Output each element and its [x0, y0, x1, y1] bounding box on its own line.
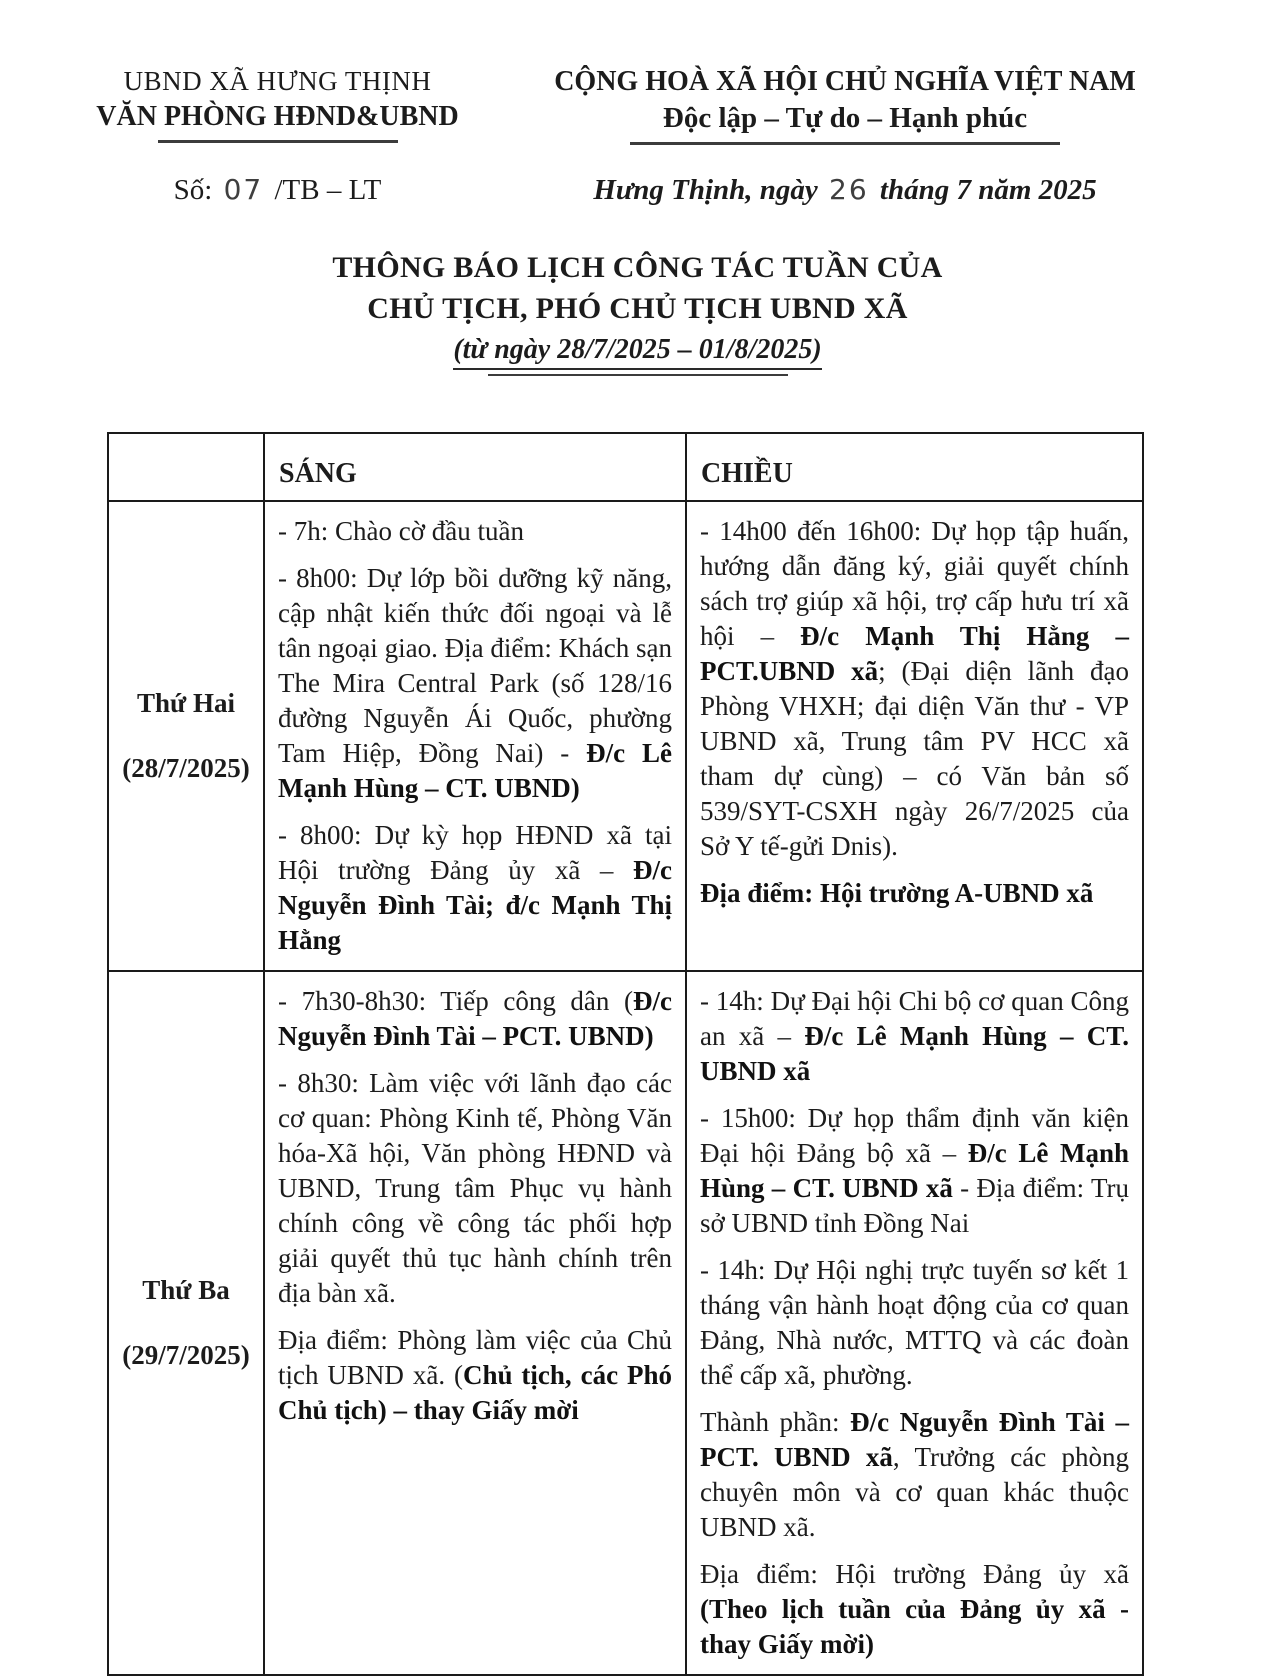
org-office-name: VĂN PHÒNG HĐND&UBND	[96, 101, 459, 132]
date-prefix: Hưng Thịnh, ngày	[593, 174, 818, 206]
monday-afternoon-cell: - 14h00 đến 16h00: Dự họp tập huấn, hướng dẫn đăng ký, giải quyết chính sách trợ giúp xã hội, trợ cấp hưu trí xã hội – Đ/c Mạnh Thị Hằng – PCT.UBND xã; (Đại diện lãnh đạo Phòng VHXH; đại diện Văn thư - VP UBND xã, Trung tâm PV HCC xã tham dự cùng) – có Văn bản số 539/SYT-CSXH ngày 26/7/2025 của Sở Y tế-gửi Dnis). Địa điểm: Hội trường A-UBND xã	[686, 501, 1143, 971]
column-header-morning: SÁNG	[264, 433, 686, 501]
doc-number-handwritten: 07	[223, 173, 264, 206]
title-line-1: THÔNG BÁO LỊCH CÔNG TÁC TUẦN CỦA	[332, 251, 943, 284]
day-name: Thứ Ba	[142, 1275, 230, 1305]
column-header-afternoon: CHIỀU	[686, 433, 1143, 501]
title-date-range: (từ ngày 28/7/2025 – 01/8/2025)	[0, 334, 1275, 366]
date-suffix: tháng 7 năm 2025	[879, 174, 1097, 206]
monday-morning-cell: - 7h: Chào cờ đầu tuần - 8h00: Dự lớp bồi dưỡng kỹ năng, cập nhật kiến thức đối ngoại và lễ tân ngoại giao. Địa điểm: Khách sạn The Mira Central Park (số 128/16 đường Nguyễn Ái Quốc, phường Tam Hiệp, Đồng Nai) - Đ/c Lê Mạnh Hùng – CT. UBND) - 8h00: Dự kỳ họp HĐND xã tại Hội trường Đảng ủy xã – Đ/c Nguyễn Đình Tài; đ/c Mạnh Thị Hằng	[264, 501, 686, 971]
place-date-line	[545, 173, 1145, 207]
national-motto: Độc lập – Tự do – Hạnh phúc	[662, 102, 1028, 134]
schedule-table	[107, 432, 1144, 1676]
motto-underline	[630, 142, 1060, 145]
doc-number-prefix: Số:	[173, 174, 213, 206]
national-motto-block	[545, 66, 1145, 207]
table-header-row	[108, 433, 1143, 501]
doc-number-suffix: /TB – LT	[274, 174, 382, 206]
document-number-line	[85, 173, 470, 207]
table-row-monday	[108, 501, 1143, 971]
title-line-2: CHỦ TỊCH, PHÓ CHỦ TỊCH UBND XÃ	[367, 292, 908, 325]
national-title: CỘNG HOÀ XÃ HỘI CHỦ NGHĨA VIỆT NAM	[554, 66, 1136, 97]
date-day-handwritten: 26	[829, 173, 869, 206]
org-parent-name: UBND XÃ HƯNG THỊNH	[123, 66, 432, 96]
org-underline	[158, 140, 398, 143]
table-row-tuesday	[108, 971, 1143, 1675]
day-cell-monday	[108, 501, 264, 971]
tuesday-morning-cell: - 7h30-8h30: Tiếp công dân (Đ/c Nguyễn Đình Tài – PCT. UBND) - 8h30: Làm việc với lãnh đạo các cơ quan: Phòng Kinh tế, Phòng Văn hóa-Xã hội, Văn phòng HĐND và UBND, Trung tâm Phục vụ hành chính công về công tác phối hợp giải quyết thủ tục hành chính trên địa bàn xã. Địa điểm: Phòng làm việc của Chủ tịch UBND xã. (Chủ tịch, các Phó Chủ tịch) – thay Giấy mời	[264, 971, 686, 1675]
day-name: Thứ Hai	[137, 688, 235, 718]
day-date: (29/7/2025)	[122, 1340, 250, 1370]
issuing-org-block	[85, 66, 470, 207]
tuesday-afternoon-cell: - 14h: Dự Đại hội Chi bộ cơ quan Công an xã – Đ/c Lê Mạnh Hùng – CT. UBND xã - 15h00: Dự họp thẩm định văn kiện Đại hội Đảng bộ xã – Đ/c Lê Mạnh Hùng – CT. UBND xã - Địa điểm: Trụ sở UBND tỉnh Đồng Nai - 14h: Dự Hội nghị trực tuyến sơ kết 1 tháng vận hành hoạt động của cơ quan Đảng, Nhà nước, MTTQ và các đoàn thể cấp xã, phường. Thành phần: Đ/c Nguyễn Đình Tài – PCT. UBND xã, Trưởng các phòng chuyên môn và cơ quan khác thuộc UBND xã. Địa điểm: Hội trường Đảng ủy xã (Theo lịch tuần của Đảng ủy xã - thay Giấy mời)	[686, 971, 1143, 1675]
document-title	[0, 247, 1275, 376]
column-header-day	[108, 433, 264, 501]
day-date: (28/7/2025)	[122, 753, 250, 783]
document-header	[0, 66, 1275, 207]
title-underline	[488, 374, 788, 376]
day-cell-tuesday	[108, 971, 264, 1675]
